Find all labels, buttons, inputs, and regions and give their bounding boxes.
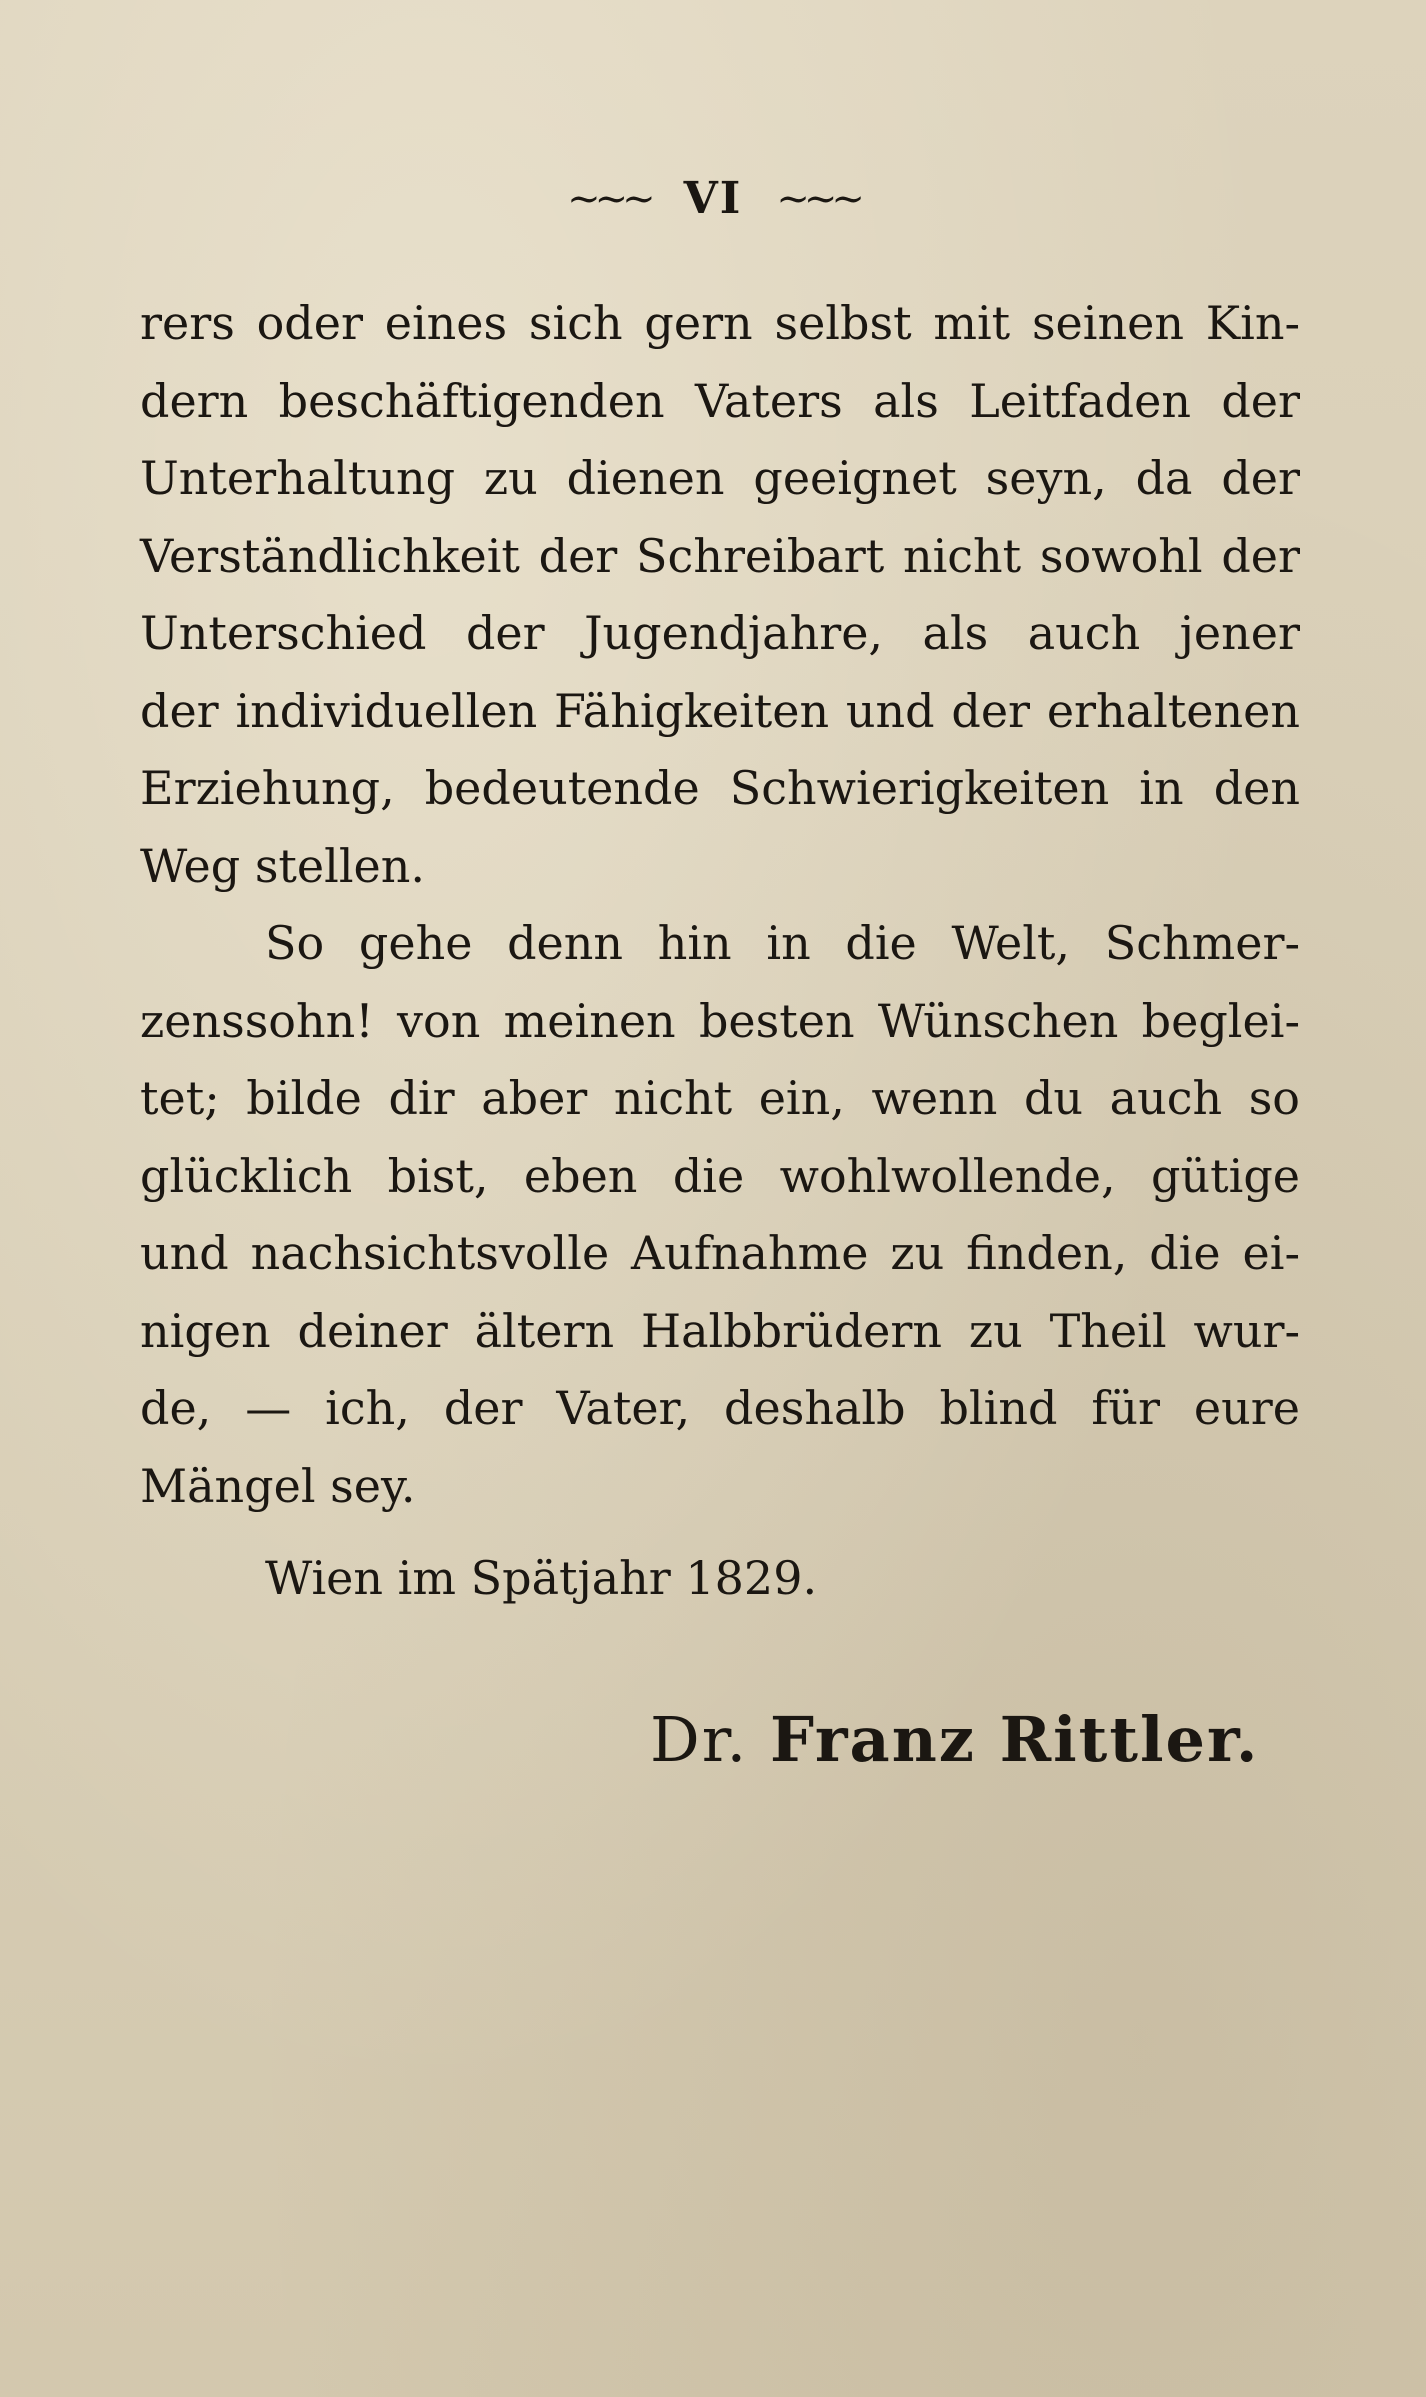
- text-line: rers oder eines sich gern selbst mit seinen Kin-: [140, 296, 1300, 350]
- text-line: So gehe denn hin in die Welt, Schmer-: [265, 916, 1300, 970]
- text-line: dern beschäftigenden Vaters als Leitfaden der: [140, 373, 1300, 428]
- signature-name: Franz Rittler.: [769, 1703, 1260, 1776]
- signature-title: Dr.: [650, 1703, 749, 1776]
- signature: [650, 1695, 1260, 1785]
- text-line: nigen deiner ältern Halbbrüdern zu Theil wur-: [140, 1303, 1300, 1358]
- paragraph-2: [140, 905, 1300, 1525]
- text-line: Erziehung, bedeutende Schwierigkeiten in den: [140, 761, 1300, 815]
- text-line: tet; bilde dir aber nicht ein, wenn du auch so: [140, 1071, 1300, 1125]
- text-line: und nachsichtsvolle Aufnahme zu finden, die ei-: [140, 1226, 1300, 1280]
- text-line: Verständlichkeit der Schreibart nicht sowohl der: [140, 528, 1300, 583]
- page-number: VI: [683, 173, 743, 224]
- text-line: Unterhaltung zu dienen geeignet seyn, da der: [140, 451, 1300, 505]
- dateline: Wien im Spätjahr 1829.: [265, 1551, 818, 1605]
- text-line: Mängel sey.: [140, 1458, 416, 1513]
- text-line: Unterschied der Jugendjahre, als auch jener: [140, 606, 1300, 660]
- ornament-left: ~~~: [567, 175, 650, 222]
- text-line: Weg stellen.: [140, 838, 426, 893]
- ornament-right: ~~~: [776, 175, 859, 222]
- paragraph-1: [140, 285, 1300, 905]
- text-line: de, — ich, der Vater, deshalb blind für eure: [140, 1381, 1300, 1435]
- body-text: [140, 285, 1300, 1525]
- text-line: der individuellen Fähigkeiten und der erhaltenen: [140, 683, 1300, 738]
- page-header: [0, 170, 1426, 224]
- text-line: glücklich bist, eben die wohlwollende, gütige: [140, 1148, 1300, 1203]
- text-line: zenssohn! von meinen besten Wünschen beglei-: [140, 993, 1300, 1048]
